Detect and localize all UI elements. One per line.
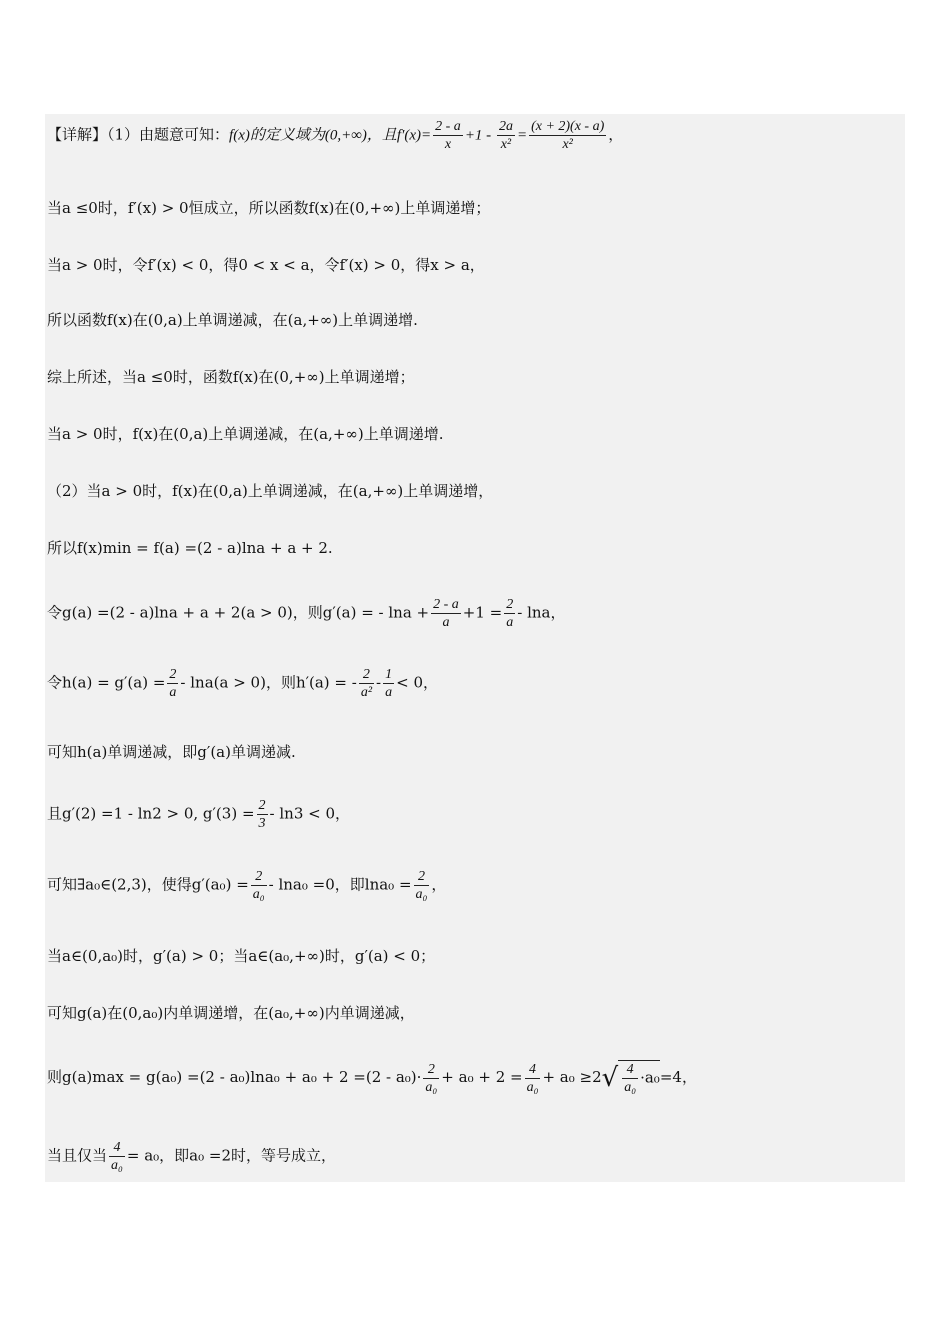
- line-13: 可知∃a₀∈(2,3)，使得g′(a₀) = $\frac{2}{\text{a₀}}$ - lna₀ =0，即lna₀ = $\frac{2}{\text{a₀}}$ ，: [47, 869, 447, 902]
- fraction: $\frac{2}{a}$: [169, 667, 177, 700]
- line-1-pre: 【详解】（1）由题意可知：: [47, 125, 230, 144]
- line-15: 可知g(a)在(0,a₀)内单调递增，在(a₀,+∞)内单调递减，: [47, 1004, 415, 1022]
- line-3: 当a > 0时，令f′(x) < 0，得0 < x < a，令f′(x) > 0，得x > a，: [47, 256, 485, 274]
- line-6: 当a > 0时，f(x)在(0,a)上单调递减，在(a,+∞)上单调递增.: [47, 425, 444, 443]
- line-11: 可知h(a)单调递减，即g′(a)单调递减.: [47, 743, 296, 761]
- fraction: $\frac{2}{\text{a₀}}$: [415, 869, 428, 902]
- fraction: $\frac{(x + 2)(x - a)}{\text{x²}}$: [531, 119, 605, 152]
- line-17: 当且仅当 $\frac{4}{\text{a₀}}$ = a₀，即a₀ =2时，等号成立，: [47, 1140, 337, 1173]
- fraction: $\frac{2}{\text{a²}}$: [360, 667, 373, 700]
- line-7: （2）当a > 0时，f(x)在(0,a)上单调递减，在(a,+∞)上单调递增，: [47, 482, 494, 500]
- fraction: $\frac{2}{\text{a₀}}$: [425, 1061, 438, 1095]
- fraction: $\frac{2}{3}$: [258, 798, 266, 831]
- line-12: 且g′(2) =1 - ln2 > 0, g′(3) = $\frac{2}{3}$ - ln3 < 0，: [47, 798, 351, 831]
- square-root: √ $\frac{4}{\text{a₀}}$ ·a₀: [601, 1062, 660, 1095]
- line-16: 则g(a)max = g(a₀) =(2 - a₀)lna₀ + a₀ + 2 =(2 - a₀)· $\frac{2}{\text{a₀}}$ + a₀ + 2 = $\frac{4}{\text{a₀}}$ + a₀ ≥2√ $\frac{4}{\text{a₀}}$ ·a₀=4，: [47, 1061, 697, 1095]
- line-1: 【详解】（1）由题意可知：f(x)的定义域为(0,+∞)，且f′(x)= $\frac{2 - a}{x}$ +1 - $\frac{2a}{\text{x²}}$ = $\frac{(x + 2)(x - a)}{\text{x²}}$ ，: [47, 119, 624, 152]
- fraction: $\frac{2a}{\text{x²}}$: [498, 119, 513, 152]
- fraction: $\frac{2 - a}{x}$: [435, 119, 461, 152]
- line-4: 所以函数f(x)在(0,a)上单调递减，在(a,+∞)上单调递增.: [47, 311, 418, 329]
- fraction: $\frac{4}{\text{a₀}}$: [111, 1140, 123, 1173]
- line-9: 令g(a) =(2 - a)lna + a + 2(a > 0)，则g′(a) = - lna + $\frac{2 - a}{a}$ +1 = $\frac{2}{a}$ - lna，: [47, 597, 566, 630]
- fraction: $\frac{2}{\text{a₀}}$: [252, 869, 265, 902]
- line-5: 综上所述，当a ≤0时，函数f(x)在(0,+∞)上单调递增；: [47, 368, 415, 386]
- line-1-math: f(x)的定义域为(0,+∞)，且f′(x)=: [229, 127, 432, 144]
- fraction: $\frac{2 - a}{a}$: [433, 597, 459, 630]
- fraction: $\frac{2}{a}$: [506, 597, 514, 630]
- line-8: 所以f(x)min = f(a) =(2 - a)lna + a + 2.: [47, 539, 333, 557]
- fraction: $\frac{1}{a}$: [385, 667, 393, 700]
- line-10: 令h(a) = g′(a) = $\frac{2}{a}$ - lna(a > 0)，则h′(a) = - $\frac{2}{\text{a²}}$ - $\frac{1}{a}$ < 0，: [47, 667, 438, 700]
- line-14: 当a∈(0,a₀)时，g′(a) > 0；当a∈(a₀,+∞)时，g′(a) < 0；: [47, 947, 436, 965]
- fraction: $\frac{4}{\text{a₀}}$: [624, 1062, 637, 1095]
- fraction: $\frac{4}{\text{a₀}}$: [526, 1061, 539, 1095]
- radical-sign-icon: √: [601, 1063, 619, 1093]
- line-2: 当a ≤0时，f′(x) > 0恒成立，所以函数f(x)在(0,+∞)上单调递增；: [47, 199, 491, 217]
